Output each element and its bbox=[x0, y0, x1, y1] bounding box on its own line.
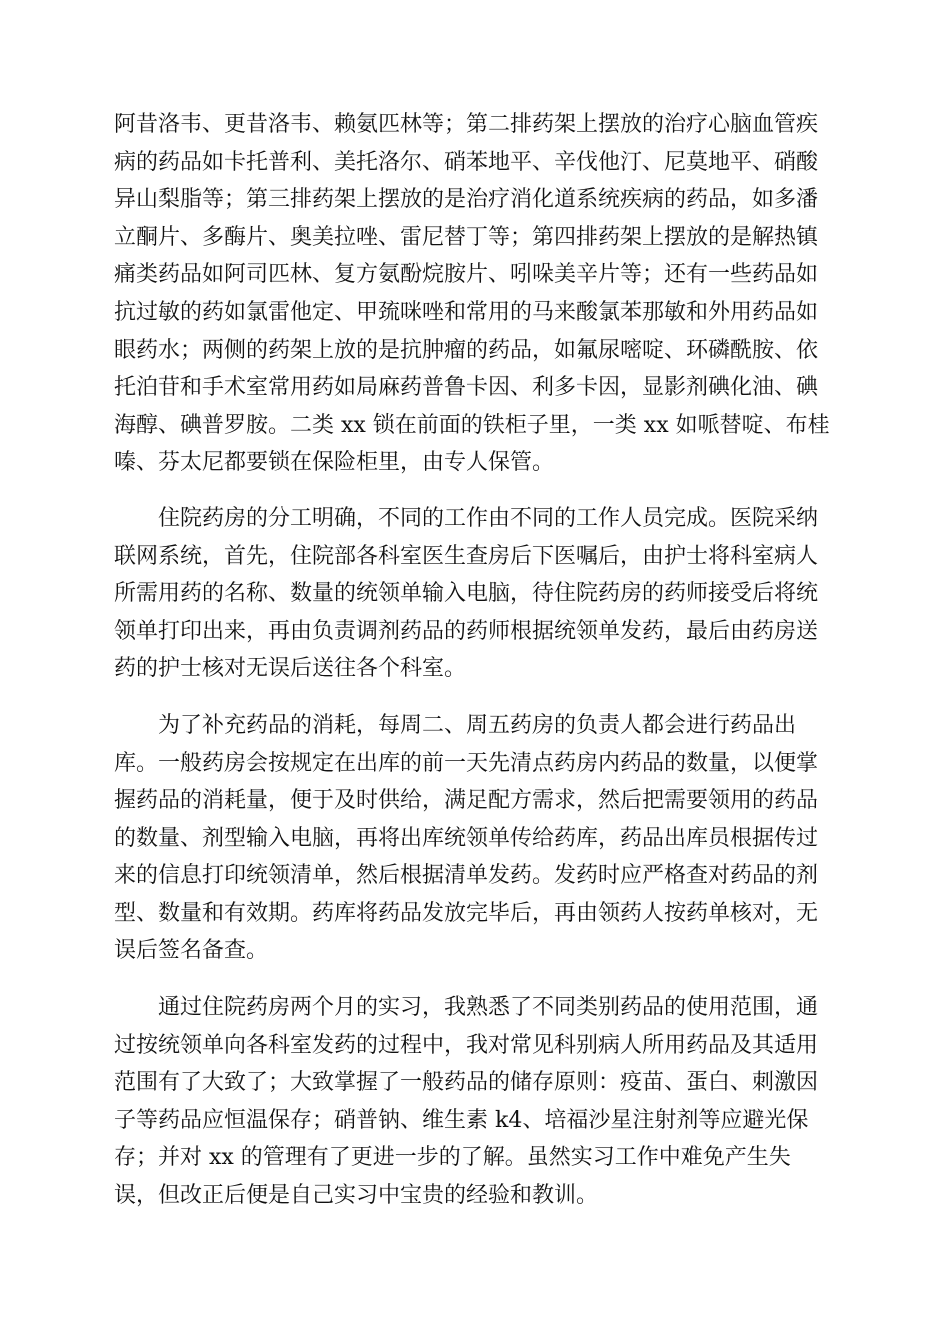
text-line: 阿昔洛韦、更昔洛韦、赖氨匹林等；第二排药架上摆放的治疗心脑血管疾 bbox=[114, 112, 819, 137]
text-line: 嗪、芬太尼都要锁在保险柜里，由专人保管。 bbox=[114, 450, 555, 476]
paragraph-division-of-labor bbox=[114, 500, 836, 688]
text-line: 抗过敏的药如氯雷他定、甲巯咪唑和常用的马来酸氯苯那敏和外用药品如 bbox=[114, 299, 819, 325]
text-line: 立酮片、多酶片、奥美拉唑、雷尼替丁等；第四排药架上摆放的是解热镇 bbox=[114, 224, 819, 250]
text-line: 药的护士核对无误后送往各个科室。 bbox=[114, 656, 467, 682]
text-line: 住院药房的分工明确，不同的工作由不同的工作人员完成。医院采纳 bbox=[158, 505, 819, 531]
text-line: 眼药水；两侧的药架上放的是抗肿瘤的药品，如氟尿嘧啶、环磷酰胺、依 bbox=[114, 337, 819, 363]
text-line: 子等药品应恒温保存；硝普钠、维生素 k4、培福沙星注射剂等应避光保 bbox=[114, 1107, 809, 1133]
text-line: 托泊苷和手术室常用药如局麻药普鲁卡因、利多卡因，显影剂碘化油、碘 bbox=[114, 375, 819, 401]
text-line: 的数量、剂型输入电脑，再将出库统领单传给药库，药品出库员根据传过 bbox=[114, 825, 819, 851]
text-line: 库。一般药房会按规定在出库的前一天先清点药房内药品的数量，以便掌 bbox=[114, 750, 819, 776]
text-line: 来的信息打印统领清单，然后根据清单发药。发药时应严格查对药品的剂 bbox=[114, 863, 819, 889]
text-line: 所需用药的名称、数量的统领单输入电脑，待住院药房的药师接受后将统 bbox=[114, 581, 819, 607]
paragraph-stock-out bbox=[114, 707, 836, 970]
text-line: 联网系统，首先，住院部各科室医生查房后下医嘱后，由护士将科室病人 bbox=[114, 543, 819, 569]
document-body bbox=[114, 106, 836, 1234]
text-line: 为了补充药品的消耗，每周二、周五药房的负责人都会进行药品出 bbox=[158, 712, 797, 738]
text-line: 异山梨脂等；第三排药架上摆放的是治疗消化道系统疾病的药品，如多潘 bbox=[114, 187, 819, 213]
text-line: 型、数量和有效期。药库将药品发放完毕后，再由领药人按药单核对，无 bbox=[114, 900, 819, 926]
text-line: 海醇、碘普罗胺。二类 xx 锁在前面的铁柜子里，一类 xx 如哌替啶、布桂 bbox=[114, 412, 830, 438]
text-line: 通过住院药房两个月的实习，我熟悉了不同类别药品的使用范围，通 bbox=[158, 995, 819, 1021]
text-line: 痛类药品如阿司匹林、复方氨酚烷胺片、吲哚美辛片等；还有一些药品如 bbox=[114, 262, 819, 288]
paragraph-internship-summary bbox=[114, 989, 836, 1215]
paragraph-drug-shelves bbox=[114, 106, 836, 482]
text-line: 存；并对 xx 的管理有了更进一步的了解。虽然实习工作中难免产生失 bbox=[114, 1145, 791, 1171]
text-line: 领单打印出来，再由负责调剂药品的药师根据统领单发药，最后由药房送 bbox=[114, 618, 819, 644]
text-line: 病的药品如卡托普利、美托洛尔、硝苯地平、辛伐他汀、尼莫地平、硝酸 bbox=[114, 149, 819, 175]
text-line: 过按统领单向各科室发药的过程中，我对常见科别病人所用药品及其适用 bbox=[114, 1032, 819, 1058]
text-line: 误后签名备查。 bbox=[114, 938, 269, 964]
text-line: 范围有了大致了；大致掌握了一般药品的储存原则：疫苗、蛋白、刺激因 bbox=[114, 1070, 819, 1096]
text-line: 误，但改正后便是自己实习中宝贵的经验和教训。 bbox=[114, 1183, 599, 1209]
text-line: 握药品的消耗量，便于及时供给，满足配方需求，然后把需要领用的药品 bbox=[114, 788, 819, 814]
